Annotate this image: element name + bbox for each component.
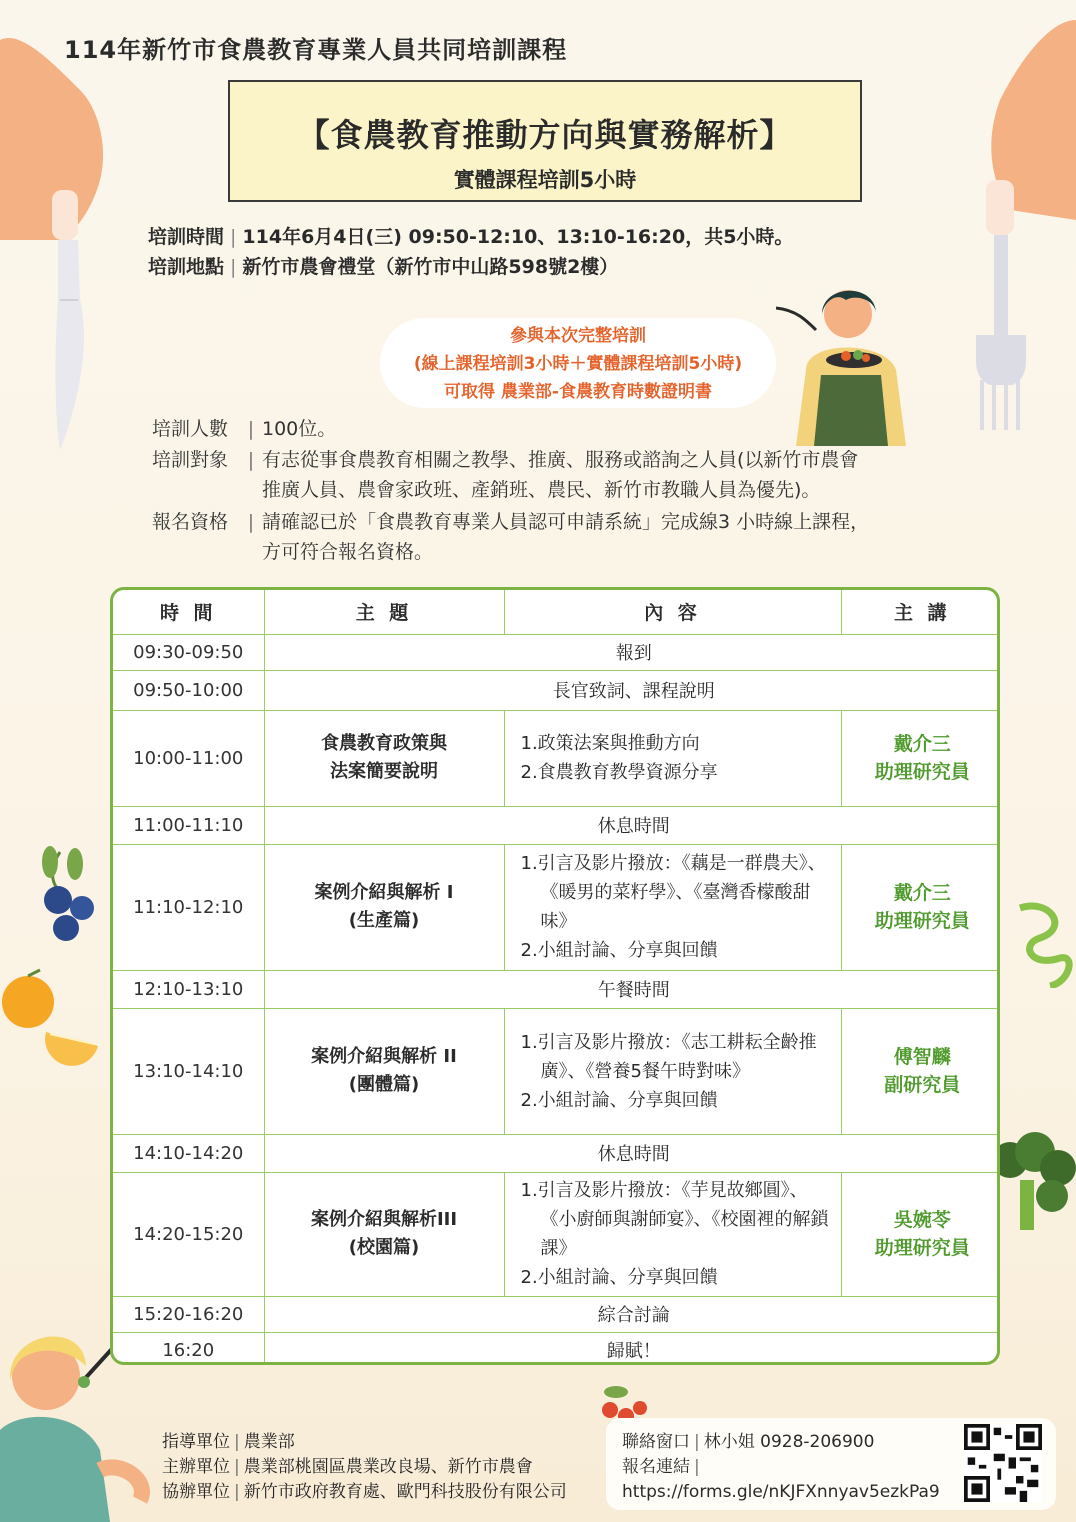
certificate-line1: 參與本次完整培訓 (510, 326, 646, 346)
row-topic-line1: 案例介紹與解析 I (314, 882, 454, 903)
row-topic (264, 1008, 504, 1134)
speaker-title: 助理研究員 (874, 1237, 970, 1259)
table-row (113, 670, 1000, 710)
speaker-name: 吳婉苓 (893, 1209, 951, 1231)
content-item: 1.引言及影片撥放：《藕是一群農夫》、《暖男的菜籽學》、《臺灣香檬酸甜味》 (520, 853, 826, 932)
table-row (113, 970, 1000, 1008)
title-box (228, 80, 862, 202)
qualification-line1: 請確認已於「食農教育專業人員認可申請系統」完成線3 小時線上課程， (262, 511, 870, 533)
page-title: 【食農教育推動方向與實務解析】 (297, 116, 793, 154)
table-row (113, 1134, 1000, 1172)
row-content (504, 710, 841, 806)
row-time: 11:10-12:10 (113, 844, 264, 970)
page-subtitle: 實體課程培訓5小時 (453, 168, 637, 192)
content-item: 1.政策法案與推動方向 (520, 733, 700, 754)
row-time: 15:20-16:20 (113, 1296, 264, 1332)
table-row (113, 1008, 1000, 1134)
row-topic-line2: 法案簡要說明 (330, 761, 438, 782)
training-place-value: 新竹市農會禮堂（新竹市中山路598號2樓） (242, 256, 619, 278)
row-time: 13:10-14:10 (113, 1008, 264, 1134)
host-unit-value: 農業部桃園區農業改良場、新竹市農會 (243, 1457, 533, 1477)
table-row (113, 1332, 1000, 1365)
training-time-value: 114年6月4日(三) 09:50-12:10、13:10-16:20，共5小時。 (242, 226, 794, 248)
signup-link[interactable]: https://forms.gle/nKJFXnnyav5ezkPa9 (622, 1482, 940, 1502)
row-speaker (841, 1008, 1000, 1134)
co-organizer-value: 新竹市政府教育處、歐門科技股份有限公司 (243, 1482, 567, 1502)
content-item: 2.食農教育教學資源分享 (520, 762, 718, 783)
speaker-title: 助理研究員 (874, 910, 970, 932)
row-time: 14:20-15:20 (113, 1172, 264, 1296)
speaker-name: 傅智麟 (893, 1046, 951, 1068)
count-value: 100位。 (262, 418, 337, 440)
table-row (113, 710, 1000, 806)
training-details (152, 414, 1012, 574)
row-time: 10:00-11:00 (113, 710, 264, 806)
content-item: 1.引言及影片撥放：《芋見故鄉圓》、《小廚師與謝師宴》、《校園裡的解鎖課》 (520, 1180, 829, 1259)
contact-card (606, 1418, 1056, 1510)
row-speaker (841, 1172, 1000, 1296)
speaker-title: 副研究員 (884, 1074, 961, 1096)
hand-knife-illustration (0, 0, 120, 460)
qualification-line2: 方可符合報名資格。 (262, 541, 434, 563)
row-topic-line1: 案例介紹與解析 II (311, 1046, 457, 1067)
signup-label: 報名連結 (622, 1457, 690, 1477)
training-time-label: 培訓時間 (148, 226, 225, 248)
row-speaker (841, 844, 1000, 970)
row-time: 12:10-13:10 (113, 970, 264, 1008)
row-topic (264, 1172, 504, 1296)
row-content (504, 1172, 841, 1296)
certificate-line2: (線上課程培訓3小時＋實體課程培訓5小時) (413, 354, 743, 374)
row-topic-line1: 食農教育政策與 (321, 733, 447, 754)
row-activity: 歸賦！ (264, 1332, 1000, 1365)
orange-illustration (0, 966, 100, 1066)
qr-code-icon[interactable] (964, 1424, 1042, 1502)
header-speaker: 主 講 (841, 590, 1000, 634)
speaker-name: 戴介三 (893, 733, 951, 755)
qualification-label: 報名資格 (152, 511, 229, 533)
row-time: 09:50-10:00 (113, 670, 264, 710)
certificate-line3: 可取得 農業部-食農教育時數證明書 (444, 382, 712, 402)
row-content (504, 1008, 841, 1134)
row-activity: 報到 (264, 634, 1000, 670)
row-topic (264, 844, 504, 970)
count-row: 培訓人數 | 100位。 (152, 414, 336, 444)
table-row (113, 1172, 1000, 1296)
table-row (113, 806, 1000, 844)
green-swirl-illustration (1010, 898, 1076, 988)
header-title: 114年新竹市食農教育專業人員共同培訓課程 (64, 36, 568, 64)
content-item: 2.小組討論、分享與回饋 (520, 1089, 718, 1111)
speaker-name: 戴介三 (893, 882, 951, 904)
contact-value: 林小姐 0928-206900 (703, 1432, 875, 1452)
row-time: 14:10-14:20 (113, 1134, 264, 1172)
target-line2: 推廣人員、農會家政班、產銷班、農民、新竹市教職人員為優先)。 (262, 479, 821, 501)
target-row: 培訓對象 | 有志從事食農教育相關之教學、推廣、服務或諮詢之人員(以新竹市農會 (152, 445, 858, 475)
speaker-title: 助理研究員 (874, 761, 970, 783)
table-row (113, 1296, 1000, 1332)
row-activity: 午餐時間 (264, 970, 1000, 1008)
certificate-notice (380, 318, 776, 408)
row-topic-line1: 案例介紹與解析III (310, 1209, 458, 1230)
row-activity: 休息時間 (264, 806, 1000, 844)
row-topic (264, 710, 504, 806)
row-speaker (841, 710, 1000, 806)
guide-unit-row: 指導單位 | 農業部 (162, 1432, 295, 1452)
row-topic-line2: (校園篇) (348, 1237, 420, 1258)
training-info (148, 222, 793, 282)
guide-unit-label: 指導單位 (162, 1432, 230, 1452)
table-header-row (113, 590, 1000, 634)
count-label: 培訓人數 (152, 418, 229, 440)
contact-label: 聯絡窗口 (622, 1432, 690, 1452)
guide-unit-value: 農業部 (243, 1432, 295, 1452)
schedule-table (110, 587, 1000, 1365)
header-topic: 主 題 (264, 590, 504, 634)
training-time-row: 培訓時間 | 114年6月4日(三) 09:50-12:10、13:10-16:20，共5小時。 (148, 222, 793, 252)
qualification-row: 報名資格 | 請確認已於「食農教育專業人員認可申請系統」完成線3 小時線上課程， (152, 507, 869, 537)
co-organizer-label: 協辦單位 (162, 1482, 230, 1502)
row-activity: 長官致詞、課程說明 (264, 670, 1000, 710)
row-time: 16:20 (113, 1332, 264, 1365)
content-item: 2.小組討論、分享與回饋 (520, 940, 718, 961)
content-item: 1.引言及影片撥放：《志工耕耘全齡推廣》、《營養5餐午時對味》 (520, 1031, 817, 1082)
table-row (113, 634, 1000, 670)
host-unit-label: 主辦單位 (162, 1457, 230, 1477)
header-content: 內 容 (504, 590, 841, 634)
row-activity: 休息時間 (264, 1134, 1000, 1172)
row-content (504, 844, 841, 970)
host-unit-row: 主辦單位 | 農業部桃園區農業改良場、新竹市農會 (162, 1457, 533, 1477)
blueberry-illustration (20, 842, 100, 952)
row-time: 11:00-11:10 (113, 806, 264, 844)
training-place-row: 培訓地點 | 新竹市農會禮堂（新竹市中山路598號2樓） (148, 252, 793, 282)
signup-row: 報名連結 | (622, 1457, 700, 1477)
hand-fork-illustration (950, 0, 1076, 440)
contact-row: 聯絡窗口 | 林小姐 0928-206900 (622, 1432, 875, 1452)
table-row (113, 844, 1000, 970)
row-topic-line2: (生產篇) (348, 910, 420, 931)
training-place-label: 培訓地點 (148, 256, 225, 278)
co-organizer-row: 協辦單位 | 新竹市政府教育處、歐門科技股份有限公司 (162, 1482, 567, 1502)
target-line1: 有志從事食農教育相關之教學、推廣、服務或諮詢之人員(以新竹市農會 (262, 449, 859, 471)
row-activity: 綜合討論 (264, 1296, 1000, 1332)
row-time: 09:30-09:50 (113, 634, 264, 670)
row-topic-line2: (團體篇) (348, 1074, 420, 1095)
content-item: 2.小組討論、分享與回饋 (520, 1267, 718, 1288)
header-time: 時 間 (113, 590, 264, 634)
organizer-info (162, 1430, 567, 1505)
target-label: 培訓對象 (152, 449, 229, 471)
